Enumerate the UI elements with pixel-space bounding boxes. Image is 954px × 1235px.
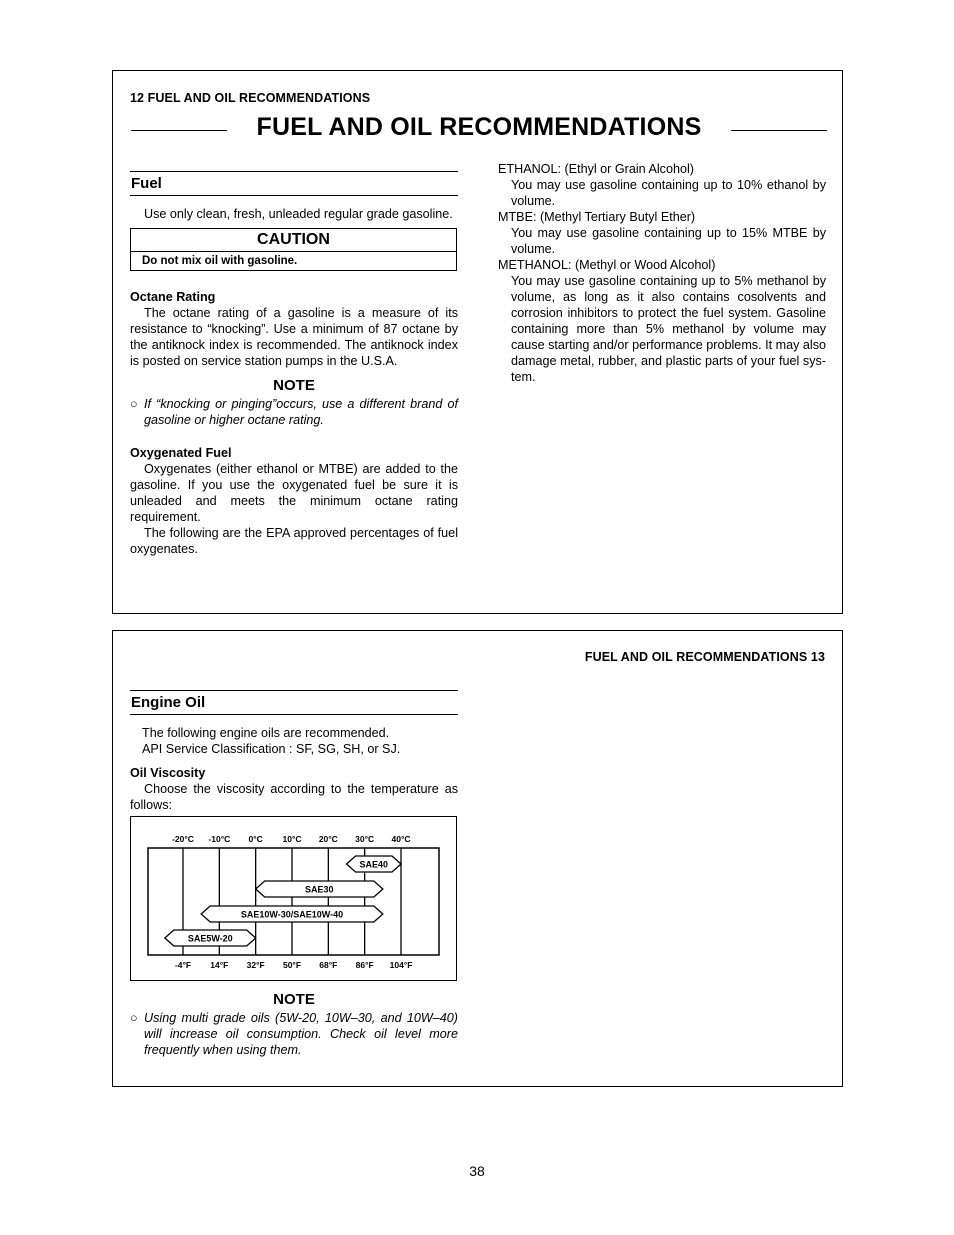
engine-oil-line-1: The following engine oils are recommended. bbox=[142, 726, 390, 740]
page-number: 38 bbox=[469, 1163, 485, 1179]
fahrenheit-tick-label: -4°F bbox=[174, 960, 192, 970]
viscosity-range-label: SAE30 bbox=[304, 884, 334, 895]
title-rule-right bbox=[731, 130, 827, 131]
note-title: NOTE bbox=[273, 377, 315, 394]
caution-box bbox=[130, 228, 457, 271]
left-column bbox=[130, 690, 458, 1058]
viscosity-range-label: SAE40 bbox=[359, 859, 389, 870]
section-heading-engine-oil: Engine Oil bbox=[130, 690, 458, 715]
running-head: FUEL AND OIL RECOMMENDATIONS 13 bbox=[584, 650, 825, 664]
fuel-intro: Use only clean, fresh, unleaded regular grade gasoline. bbox=[144, 207, 453, 221]
fahrenheit-tick-label: 86°F bbox=[355, 960, 374, 970]
mtbe-label: MTBE: (Methyl Tertiary Butyl Ether) bbox=[498, 210, 696, 224]
celsius-tick-label: 10°C bbox=[282, 834, 302, 844]
viscosity-chart bbox=[130, 816, 457, 981]
celsius-tick-label: -10°C bbox=[208, 834, 231, 844]
caution-text: Do not mix oil with gasoline. bbox=[142, 255, 298, 267]
celsius-tick-label: 20°C bbox=[318, 834, 338, 844]
manual-page-12 bbox=[112, 70, 843, 614]
fahrenheit-tick-label: 104°F bbox=[389, 960, 413, 970]
manual-page-13 bbox=[112, 630, 843, 1087]
fahrenheit-tick-label: 32°F bbox=[246, 960, 265, 970]
note-text: If “knocking or pinging”occurs, use a different brand of gasoline or higher octane rating. bbox=[144, 397, 458, 427]
octane-text: The octane rating of a gasoline is a measure of its resistance to “knocking”. Use a minimum of 87 octane by the antiknock index is recommended. The antiknock index is posted on service station pumps in the U.S.A. bbox=[130, 306, 458, 368]
celsius-tick-label: 30°C bbox=[355, 834, 375, 844]
ethanol-text: You may use gasoline containing up to 10% ethanol by volume. bbox=[511, 178, 826, 208]
note-bullet: ○ bbox=[130, 397, 138, 411]
fahrenheit-tick-label: 68°F bbox=[319, 960, 338, 970]
oxygenated-heading: Oxygenated Fuel bbox=[130, 446, 232, 460]
right-column bbox=[498, 161, 826, 385]
oxygenated-text: Oxygenates (either ethanol or MTBE) are added to the gasoline. If you use the oxygenated fuel be sure it is unleaded and meets the minimum octane rating requirement. bbox=[130, 462, 458, 524]
celsius-tick-label: -20°C bbox=[172, 834, 194, 844]
note-text: Using multi grade oils (5W-20, 10W–30, and 10W–40) will increase oil consumption. Check oil level more frequently when using them. bbox=[144, 1011, 458, 1057]
fahrenheit-tick-label: 14°F bbox=[210, 960, 229, 970]
methanol-text: You may use gasoline containing up to 5% methanol by volume, as long as it also contains cosolvents and corrosion inhibitors to protect the fuel system. Gasoline containing more than 5% methanol by volume may cause starting and/or performance problems. It may also damage metal, rubber, and plastic parts of your fuel sys-tem. bbox=[511, 274, 826, 384]
note-bullet: ○ bbox=[130, 1011, 138, 1025]
note-item bbox=[130, 1010, 458, 1058]
mtbe-text: You may use gasoline containing up to 15% MTBE by volume. bbox=[511, 226, 826, 256]
viscosity-chart-svg bbox=[131, 817, 456, 980]
celsius-tick-label: 40°C bbox=[391, 834, 411, 844]
left-column bbox=[130, 171, 458, 557]
caution-title: CAUTION bbox=[131, 229, 456, 252]
fahrenheit-tick-label: 50°F bbox=[282, 960, 302, 970]
oil-viscosity-text: Choose the viscosity according to the temperature as follows: bbox=[130, 782, 458, 812]
ethanol-label: ETHANOL: (Ethyl or Grain Alcohol) bbox=[498, 162, 694, 176]
methanol-label: METHANOL: (Methyl or Wood Alcohol) bbox=[498, 258, 716, 272]
viscosity-range-label: SAE5W-20 bbox=[187, 933, 233, 944]
title-block bbox=[131, 113, 827, 149]
note-title: NOTE bbox=[273, 991, 315, 1008]
celsius-tick-label: 0°C bbox=[248, 834, 263, 844]
running-head: 12 FUEL AND OIL RECOMMENDATIONS bbox=[130, 91, 371, 105]
oxygenated-text-2: The following are the EPA approved percentages of fuel oxygenates. bbox=[130, 526, 458, 556]
viscosity-range-label: SAE10W-30/SAE10W-40 bbox=[240, 909, 344, 920]
page-title: FUEL AND OIL RECOMMENDATIONS bbox=[256, 113, 702, 141]
engine-oil-line-2: API Service Classification : SF, SG, SH, or SJ. bbox=[142, 742, 401, 756]
section-heading-fuel: Fuel bbox=[130, 171, 458, 196]
octane-heading: Octane Rating bbox=[130, 290, 216, 304]
oil-viscosity-heading: Oil Viscosity bbox=[130, 766, 206, 780]
note-item bbox=[130, 396, 458, 428]
